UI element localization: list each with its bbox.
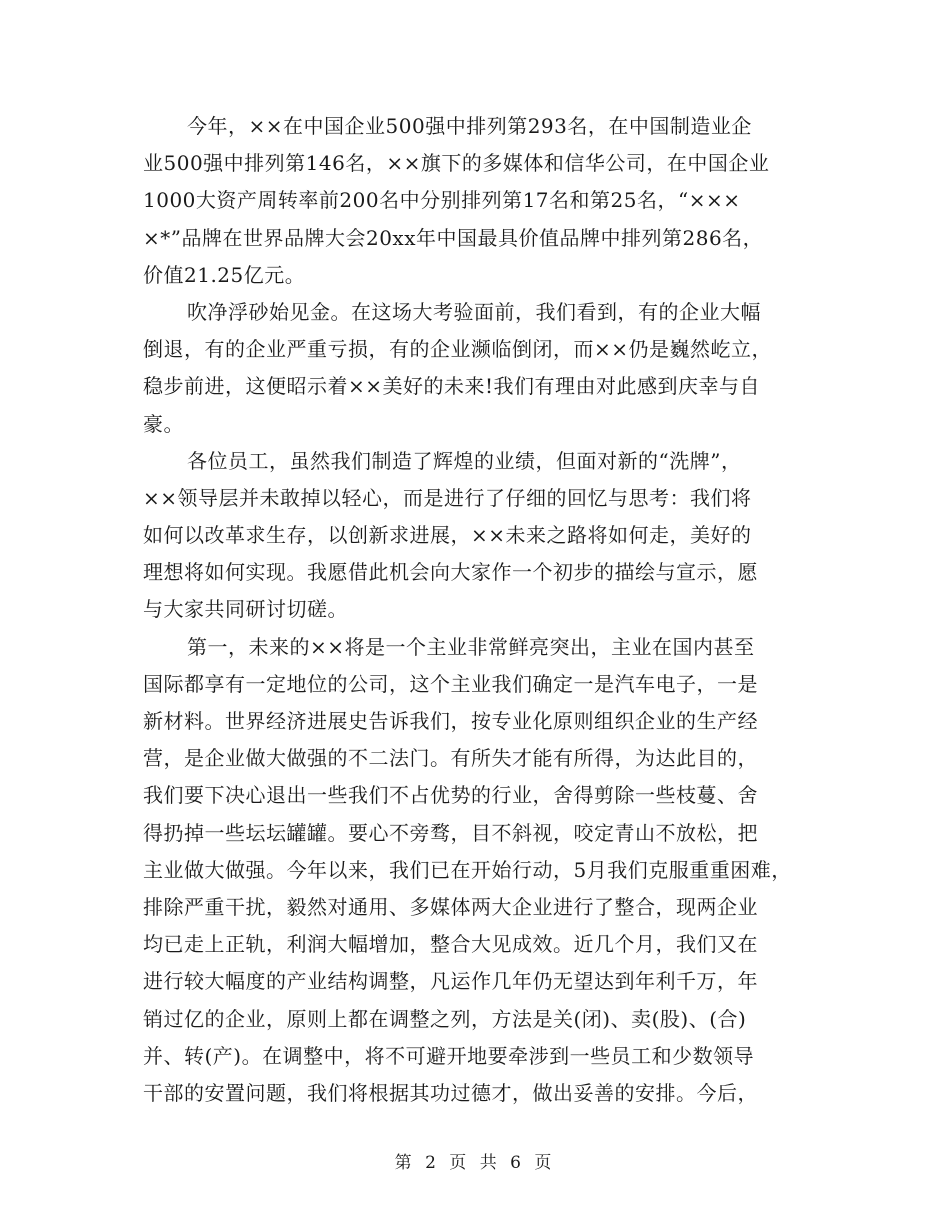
paragraph-4-line-9: 均已走上正轨，利润大幅增加，整合大见成效。近几个月，我们又在 — [143, 932, 758, 957]
paragraph-4-line-5: 我们要下决心退出一些我们不占优势的行业，舍得剪除一些枝蔓、舍 — [143, 783, 758, 808]
paragraph-2-line-3: 稳步前进，这便昭示着××美好的未来!我们有理由对此感到庆幸与自 — [143, 374, 761, 399]
paragraph-3-line-4: 理想将如何实现。我愿借此机会向大家作一个初步的描绘与宣示，愿 — [143, 560, 758, 585]
paragraph-4-line-7: 主业做大做强。今年以来，我们已在开始行动，5月我们克服重重困难， — [143, 857, 792, 882]
paragraph-1-line-3: 1000大资产周转率前200名中分别排列第17名和第25名，“××× — [143, 188, 741, 213]
paragraph-1-line-5: 价值21.25亿元。 — [143, 262, 306, 287]
paragraph-4-line-2: 国际都享有一定地位的公司，这个主业我们确定一是汽车电子，一是 — [143, 671, 758, 696]
paragraph-4-line-13: 干部的安置问题，我们将根据其功过德才，做出妥善的安排。今后， — [143, 1080, 758, 1105]
paragraph-1-line-2: 业500强中排列第146名，××旗下的多媒体和信华公司，在中国企业 — [143, 151, 770, 176]
paragraph-4-line-1: 第一，未来的××将是一个主业非常鲜亮突出，主业在国内甚至 — [187, 634, 755, 659]
paragraph-3-line-3: 如何以改革求生存，以创新求进展，××未来之路将如何走，美好的 — [143, 523, 752, 548]
paragraph-4-line-12: 并、转(产)。在调整中，将不可避开地要牵涉到一些员工和少数领导 — [143, 1043, 755, 1068]
paragraph-2-line-1: 吹净浮砂始见金。在这场大考验面前，我们看到，有的企业大幅 — [187, 299, 761, 324]
paragraph-4-line-8: 排除严重干扰，毅然对通用、多媒体两大企业进行了整合，现两企业 — [143, 894, 758, 919]
paragraph-1-line-4: ×*”品牌在世界品牌大会20xx年中国最具价值品牌中排列第286名， — [143, 225, 764, 250]
document-body — [143, 108, 811, 1112]
paragraph-2-line-2: 倒退，有的企业严重亏损，有的企业濒临倒闭，而××仍是巍然屹立， — [143, 337, 773, 362]
page-number-footer: 第 2 页 共 6 页 — [394, 1153, 556, 1173]
paragraph-2-line-4: 豪。 — [143, 411, 184, 436]
paragraph-3-line-1: 各位员工，虽然我们制造了辉煌的业绩，但面对新的“洗牌”， — [187, 448, 742, 473]
paragraph-3-line-5: 与大家共同研讨切磋。 — [143, 597, 348, 622]
paragraph-4-line-6: 得扔掉一些坛坛罐罐。要心不旁骛，目不斜视，咬定青山不放松，把 — [143, 820, 758, 845]
paragraph-4-line-4: 营，是企业做大做强的不二法门。有所失才能有所得，为达此目的， — [143, 746, 758, 771]
paragraph-1-line-1: 今年，××在中国企业500强中排列第293名，在中国制造业企 — [187, 114, 752, 138]
paragraph-3-line-2: ××领导层并未敢掉以轻心，而是进行了仔细的回忆与思考：我们将 — [143, 485, 752, 510]
paragraph-4-line-11: 销过亿的企业，原则上都在调整之列，方法是关(闭)、卖(股)、(合) — [143, 1006, 747, 1031]
paragraph-4-line-3: 新材料。世界经济进展史告诉我们，按专业化原则组织企业的生产经 — [143, 709, 758, 733]
paragraph-4-line-10: 进行较大幅度的产业结构调整，凡运作几年仍无望达到年利千万，年 — [143, 969, 758, 994]
